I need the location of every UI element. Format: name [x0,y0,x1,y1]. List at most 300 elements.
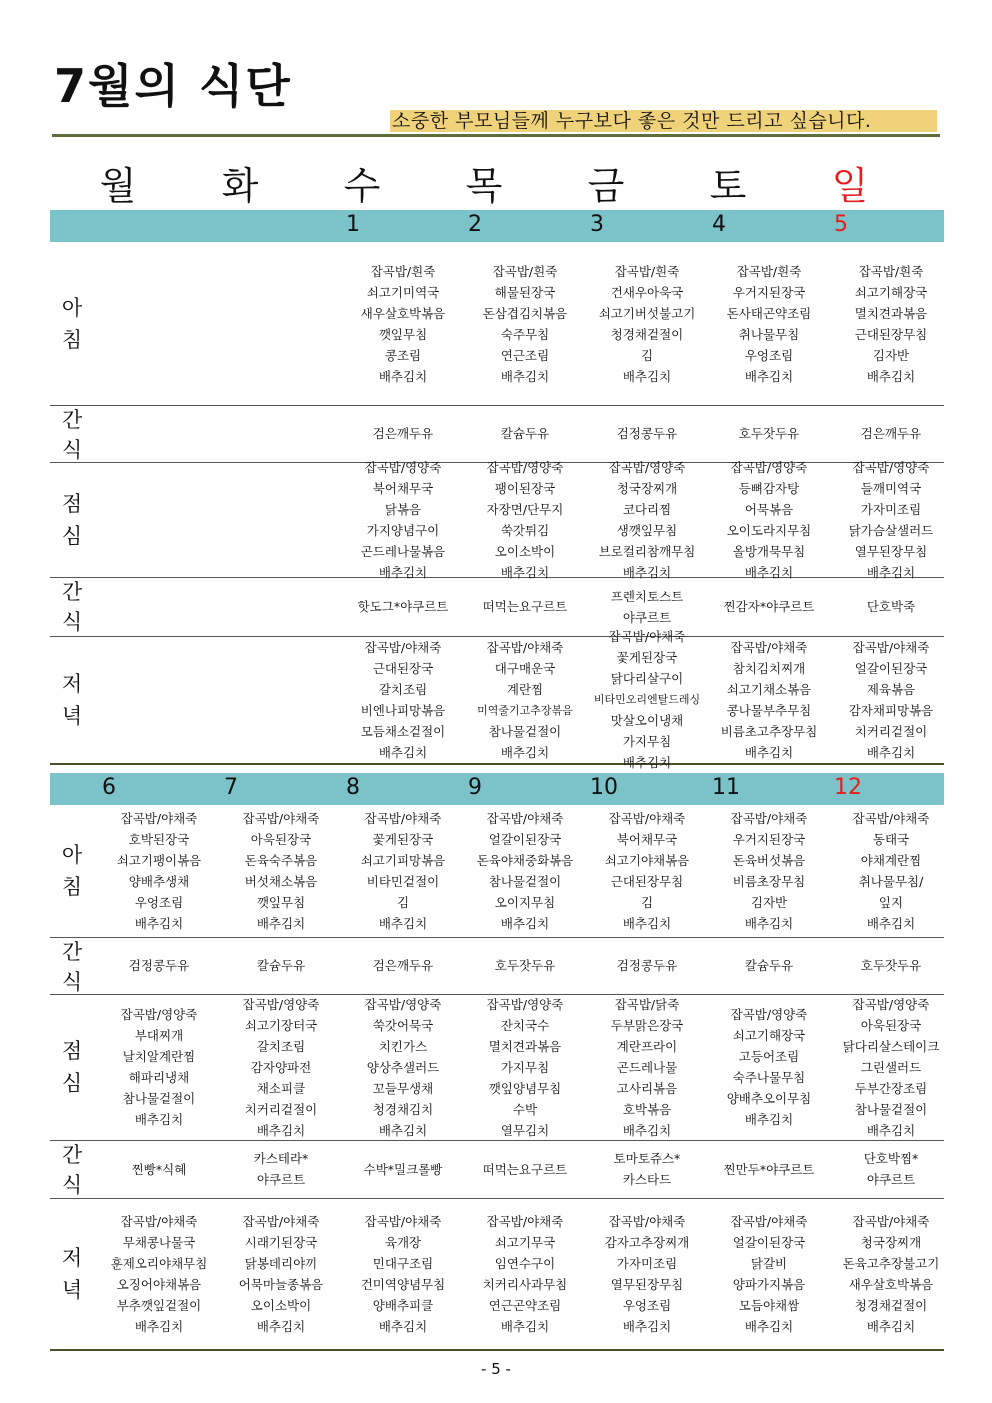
menu-item: 검정콩두유 [616,426,678,441]
section-label [50,1035,94,1099]
weekday-5: 토 [709,164,747,208]
menu-item: 가지무침 [500,1059,550,1075]
menu-item: 배추김치 [500,1318,550,1334]
menu-item: 검은깨두유 [860,426,922,441]
menu-item: 배추김치 [134,916,184,931]
menu-item: 배추김치 [744,368,794,384]
menu-item: 잡곡밥/야채죽 [364,811,442,826]
menu-cell [586,405,708,462]
menu-cell [708,937,830,994]
page-number: - 5 - [481,1360,511,1378]
menu-item: 단호박죽 [866,599,916,614]
menu-item: 검정콩두유 [128,958,190,973]
menu-cell [708,1140,830,1198]
menu-item: 어묵마늘종볶음 [238,1276,324,1292]
menu-item: 치킨가스 [378,1038,428,1054]
menu-cell [98,1140,220,1198]
menu-item: 찐감자*야쿠르트 [723,599,815,614]
menu-item: 올방개묵무침 [732,543,806,559]
menu-item: 야쿠르트 [866,1172,916,1187]
menu-item: 카스타드 [622,1172,672,1187]
menu-item: 배추김치 [378,744,428,760]
menu-item: 갈치조림 [378,681,428,697]
menu-cell [708,459,830,580]
menu-item: 잔치국수 [500,1017,550,1033]
menu-item: 새우살호박볶음 [360,305,446,321]
menu-item: 배추김치 [256,1122,306,1138]
menu-cell [342,405,464,462]
menu-cell [98,405,220,462]
menu-item: 배추김치 [622,916,672,931]
menu-cell [586,1198,708,1349]
menu-item: 배추김치 [500,916,550,931]
menu-item: 맛살오이냉채 [610,713,684,728]
menu-cell [708,242,830,405]
menu-item: 얼갈이된장국 [732,1234,806,1250]
menu-item: 잡곡밥/영양죽 [852,996,930,1012]
section-label [50,405,94,465]
menu-item: 배추김치 [500,368,550,384]
menu-cell [586,1140,708,1198]
menu-item: 우엉조림 [134,895,184,910]
menu-item: 배추김치 [622,755,672,770]
menu-item: 양배추생채 [128,874,190,889]
menu-item: 돈육숙주볶음 [244,853,318,868]
menu-item: 쇠고기피망볶음 [360,853,446,868]
date-number: 10 [590,775,618,800]
menu-cell [220,805,342,937]
menu-item: 민대구조림 [372,1255,434,1271]
menu-item: 잡곡밥/야채죽 [120,811,198,826]
date-number: 6 [102,775,116,800]
section-snack1 [50,405,944,463]
menu-item: 배추김치 [622,368,672,384]
menu-item: 잡곡밥/야채죽 [364,639,442,655]
menu-cell [98,994,220,1140]
menu-item: 잡곡밥/영양죽 [608,459,686,475]
menu-item: 배추김치 [744,1112,794,1127]
menu-item: 취나물무침 [738,326,800,342]
menu-item: 잡곡밥/영양죽 [364,996,442,1012]
menu-item: 감자고추장찌개 [604,1234,690,1250]
section-label [50,668,94,732]
menu-cell [220,994,342,1140]
menu-item: 팽이된장국 [494,480,556,496]
menu-item: 그린샐러드 [860,1059,922,1075]
menu-item: 배추김치 [866,1318,916,1334]
menu-item: 가자미조림 [616,1255,678,1271]
menu-item: 잡곡밥/흰죽 [858,263,924,279]
menu-item: 근대된장무침 [854,326,928,342]
menu-cell [464,636,586,763]
section-lunch [50,459,944,580]
menu-cell [830,994,952,1140]
menu-item: 깻잎무침 [378,326,428,342]
section-breakfast [50,242,944,406]
menu-cell [342,1140,464,1198]
section-label [50,292,94,356]
menu-item: 잡곡밥/야채죽 [364,1213,442,1229]
menu-item: 배추김치 [622,1122,672,1138]
menu-item: 북어채무국 [372,480,434,496]
menu-item: 치커리사과무침 [482,1276,568,1292]
menu-item: 가자미조림 [860,501,922,517]
date-number: 3 [590,212,604,237]
menu-item: 쑥갓튀김 [500,522,550,538]
menu-item: 쇠고기채소볶음 [726,681,812,697]
menu-item: 감자양파전 [250,1059,312,1075]
menu-cell [586,629,708,770]
menu-item: 호두잣두유 [738,426,800,441]
menu-cell [708,636,830,763]
menu-item: 오징어야채볶음 [116,1276,202,1292]
menu-item: 카스테라* [253,1151,309,1166]
menu-item: 잡곡밥/영양죽 [852,459,930,475]
menu-item: 모듬야채쌈 [738,1297,800,1313]
menu-item: 잡곡밥/닭죽 [614,996,680,1012]
menu-item: 김 [640,895,654,910]
section-label-char: 간 [61,940,83,964]
section-breakfast [50,805,944,938]
section-label [50,1242,94,1306]
menu-item: 호두잣두유 [860,958,922,973]
menu-item: 배추김치 [622,1318,672,1334]
menu-item: 쇠고기팽이볶음 [116,853,202,868]
menu-item: 잡곡밥/영양죽 [730,1007,808,1022]
menu-cell [220,405,342,462]
menu-item: 배추김치 [378,916,428,931]
menu-item: 수박*밀크롤빵 [363,1161,443,1177]
menu-item: 꽃게된장국 [372,832,434,847]
menu-item: 잡곡밥/야채죽 [730,639,808,655]
menu-cell [830,577,952,636]
menu-item: 잡곡밥/영양죽 [120,1007,198,1022]
section-label-char: 침 [61,875,83,899]
menu-item: 쑥갓어묵국 [372,1017,434,1033]
menu-cell [464,405,586,462]
menu-item: 김 [396,895,410,910]
section-lunch [50,994,944,1141]
menu-item: 잡곡밥/야채죽 [608,629,686,644]
menu-item: 꽃게된장국 [616,650,678,665]
menu-item: 육개장 [384,1234,422,1250]
menu-item: 단호박찜* [863,1151,919,1166]
section-snack2 [50,1140,944,1199]
menu-item: 돈육고추장불고기 [842,1255,940,1271]
menu-item: 떠먹는요구르트 [482,1161,568,1177]
menu-item: 돈사태곤약조림 [726,305,812,321]
menu-item: 날치알계란찜 [122,1049,196,1064]
menu-item: 김자반 [750,895,788,910]
menu-item: 호박볶음 [622,1101,672,1117]
section-label-char: 심 [61,523,83,548]
menu-item: 배추김치 [622,564,672,580]
header-divider [52,134,940,137]
menu-item: 등뼈감자탕 [738,480,800,496]
menu-item: 잎지 [878,895,904,910]
subtitle: 소중한 부모님들께 누구보다 좋은 것만 드리고 싶습니다. [392,110,872,132]
menu-item: 감자채피망볶음 [848,702,934,718]
menu-item: 배추김치 [500,564,550,580]
menu-item: 곤드레나물볶음 [360,543,446,559]
menu-item: 잡곡밥/야채죽 [852,1213,930,1229]
menu-cell [342,459,464,580]
weekday-6: 일 [831,164,869,208]
menu-item: 배추김치 [866,564,916,580]
section-label [50,1140,94,1200]
menu-item: 쇠고기해장국 [732,1028,806,1043]
menu-cell [220,242,342,405]
menu-item: 배추김치 [744,564,794,580]
menu-cell [464,459,586,580]
menu-item: 우엉조림 [744,347,794,363]
menu-cell [586,242,708,405]
menu-item: 잡곡밥/영양죽 [730,459,808,475]
menu-item: 잡곡밥/야채죽 [120,1213,198,1229]
menu-item: 잡곡밥/야채죽 [730,1213,808,1229]
menu-item: 배추김치 [744,916,794,931]
menu-cell [586,994,708,1140]
menu-item: 잡곡밥/야채죽 [486,1213,564,1229]
menu-item: 잡곡밥/영양죽 [364,459,442,475]
section-label-char: 식 [61,970,83,994]
menu-item: 열무된장무침 [854,543,928,559]
menu-cell [830,805,952,937]
section-label-char: 식 [61,610,83,634]
menu-item: 닭다리살구이 [610,671,684,686]
menu-item: 양파가지볶음 [732,1276,806,1292]
menu-item: 배추김치 [866,1122,916,1138]
weekday-1: 화 [221,164,259,208]
menu-item: 잡곡밥/야채죽 [242,1213,320,1229]
menu-item: 닭볶음 [384,501,422,517]
menu-cell [830,636,952,763]
menu-item: 잡곡밥/흰죽 [614,263,680,279]
menu-item: 배추김치 [866,368,916,384]
menu-item: 참나물겉절이 [854,1101,928,1117]
section-label [50,937,94,997]
menu-item: 양상추샐러드 [366,1059,440,1075]
menu-item: 배추김치 [866,744,916,760]
menu-item: 청경채김치 [372,1101,434,1117]
menu-item: 멸치견과볶음 [854,305,928,321]
weekday-4: 금 [587,164,625,208]
menu-item: 제육볶음 [866,681,916,697]
menu-item: 배추김치 [744,744,794,760]
menu-item: 숙주나물무침 [732,1070,806,1085]
menu-item: 검은깨두유 [372,426,434,441]
menu-cell [342,242,464,405]
menu-item: 배추김치 [134,1318,184,1334]
menu-item: 연근조림 [500,347,550,363]
menu-item: 비타민오리엔탈드레싱 [593,693,701,706]
section-snack2 [50,577,944,637]
section-label-char: 저 [61,671,83,696]
menu-item: 양배추오이무침 [726,1091,812,1106]
weekday-0: 월 [99,164,137,208]
menu-item: 청경채겉절이 [610,326,684,342]
section-label-char: 간 [61,1143,83,1167]
weekday-3: 목 [465,164,503,208]
menu-item: 배추김치 [256,916,306,931]
section-label-char: 식 [61,1173,83,1197]
menu-item: 새우살호박볶음 [848,1276,934,1292]
menu-item: 콩나물부추무침 [726,702,812,718]
menu-item: 배추김치 [378,1122,428,1138]
menu-cell [220,937,342,994]
date-number: 2 [468,212,482,237]
menu-cell [708,405,830,462]
menu-item: 찐만두*야쿠르트 [723,1161,815,1177]
menu-cell [98,462,220,577]
menu-item: 배추김치 [378,368,428,384]
menu-item: 취나물무침/ [858,874,924,889]
menu-item: 근대된장무침 [610,874,684,889]
menu-item: 훈제오리야채무침 [110,1255,208,1271]
menu-item: 계란프라이 [616,1038,678,1054]
section-snack1 [50,937,944,995]
section-label-char: 침 [61,327,83,352]
menu-item: 얼갈이된장국 [488,832,562,847]
menu-item: 잡곡밥/흰죽 [736,263,802,279]
menu-cell [220,577,342,636]
menu-item: 곤드레나물 [616,1059,678,1075]
menu-item: 치커리겉절이 [244,1101,318,1117]
date-number: 9 [468,775,482,800]
date-number: 8 [346,775,360,800]
menu-item: 잡곡밥/흰죽 [492,263,558,279]
menu-item: 버섯채소볶음 [244,874,318,889]
menu-item: 해물된장국 [494,284,556,300]
section-label-char: 간 [61,580,83,604]
date-number: 12 [834,775,862,800]
menu-cell [98,636,220,763]
menu-cell [98,805,220,937]
menu-item: 잡곡밥/영양죽 [486,459,564,475]
menu-item: 어묵볶음 [744,501,794,517]
menu-item: 닭가슴살샐러드 [848,522,934,538]
weekday-header [52,155,942,215]
menu-item: 미역줄기고추장볶음 [477,703,573,717]
section-label-char: 아 [61,843,83,867]
menu-item: 비름초장무침 [732,874,806,889]
menu-item: 숙주무침 [500,326,550,342]
menu-item: 부대찌개 [134,1028,184,1043]
menu-cell [586,805,708,937]
menu-item: 두부간장조림 [854,1080,928,1096]
menu-item: 찐빵*식혜 [131,1161,187,1177]
menu-cell [342,805,464,937]
menu-item: 콩조림 [384,347,422,363]
menu-item: 모듬채소겉절이 [360,723,446,739]
menu-item: 김 [640,347,654,363]
menu-item: 청경채겉절이 [854,1297,928,1313]
menu-cell [830,405,952,462]
menu-item: 멸치견과볶음 [488,1038,562,1054]
menu-cell [708,1198,830,1349]
menu-item: 쇠고기장터국 [244,1017,318,1033]
menu-item: 비타민겉절이 [366,874,440,889]
menu-item: 쇠고기미역국 [366,284,440,300]
menu-cell [708,577,830,636]
menu-item: 야채계란찜 [860,853,922,868]
section-dinner [50,629,944,770]
menu-cell [586,937,708,994]
section-label-char: 저 [61,1245,83,1270]
menu-item: 배추김치 [744,1318,794,1334]
menu-item: 연근곤약조림 [488,1297,562,1313]
menu-item: 쇠고기버섯불고기 [598,305,696,321]
menu-item: 깻잎양념무침 [488,1080,562,1096]
menu-item: 돈삼겹김치볶음 [482,305,568,321]
section-dinner [50,1198,944,1351]
menu-cell [830,242,952,405]
menu-cell [342,577,464,636]
menu-cell [464,805,586,937]
menu-cell [464,577,586,636]
menu-cell [586,459,708,580]
menu-item: 잡곡밥/흰죽 [370,263,436,279]
menu-cell [220,1198,342,1349]
date-number: 7 [224,775,238,800]
menu-item: 배추김치 [378,1318,428,1334]
menu-cell [98,937,220,994]
menu-cell [708,805,830,937]
section-label-char: 식 [61,438,83,462]
menu-item: 잡곡밥/야채죽 [852,811,930,826]
menu-item: 아욱된장국 [250,832,312,847]
menu-item: 코다리찜 [622,501,672,517]
menu-item: 두부맑은장국 [610,1017,684,1033]
menu-item: 아욱된장국 [860,1017,922,1033]
menu-item: 김자반 [872,347,910,363]
menu-item: 돈육야채중화볶음 [476,853,574,868]
menu-item: 칼슘두유 [256,958,306,973]
menu-item: 우거지된장국 [732,284,806,300]
section-label-char: 심 [61,1071,83,1095]
section-label-char: 녁 [61,703,83,728]
menu-item: 해파리냉채 [128,1070,190,1085]
section-label [50,488,94,552]
menu-cell [342,994,464,1140]
menu-item: 청국장찌개 [860,1234,922,1250]
section-label [50,839,94,903]
menu-item: 비름초고추장무침 [720,723,818,739]
menu-cell [830,459,952,580]
menu-item: 잡곡밥/야채죽 [608,811,686,826]
menu-item: 열무김치 [500,1122,550,1138]
section-label-char: 간 [61,408,83,432]
menu-item: 수박 [512,1101,538,1117]
menu-item: 야쿠르트 [256,1172,306,1187]
section-label-char: 아 [61,295,83,320]
menu-item: 생깻잎무침 [616,522,678,538]
menu-item: 배추김치 [500,744,550,760]
menu-item: 시래기된장국 [244,1234,318,1250]
menu-item: 칼슘두유 [744,958,794,973]
menu-item: 북어채무국 [616,832,678,847]
menu-item: 야쿠르트 [622,609,672,625]
menu-item: 가지무침 [622,734,672,749]
menu-item: 배추김치 [866,916,916,931]
menu-item: 우엉조림 [622,1297,672,1313]
menu-item: 배추김치 [134,1112,184,1127]
menu-item: 계란찜 [506,681,544,697]
menu-item: 얼갈이된장국 [854,660,928,676]
menu-cell [708,994,830,1140]
menu-cell [220,636,342,763]
menu-item: 떠먹는요구르트 [482,599,568,614]
